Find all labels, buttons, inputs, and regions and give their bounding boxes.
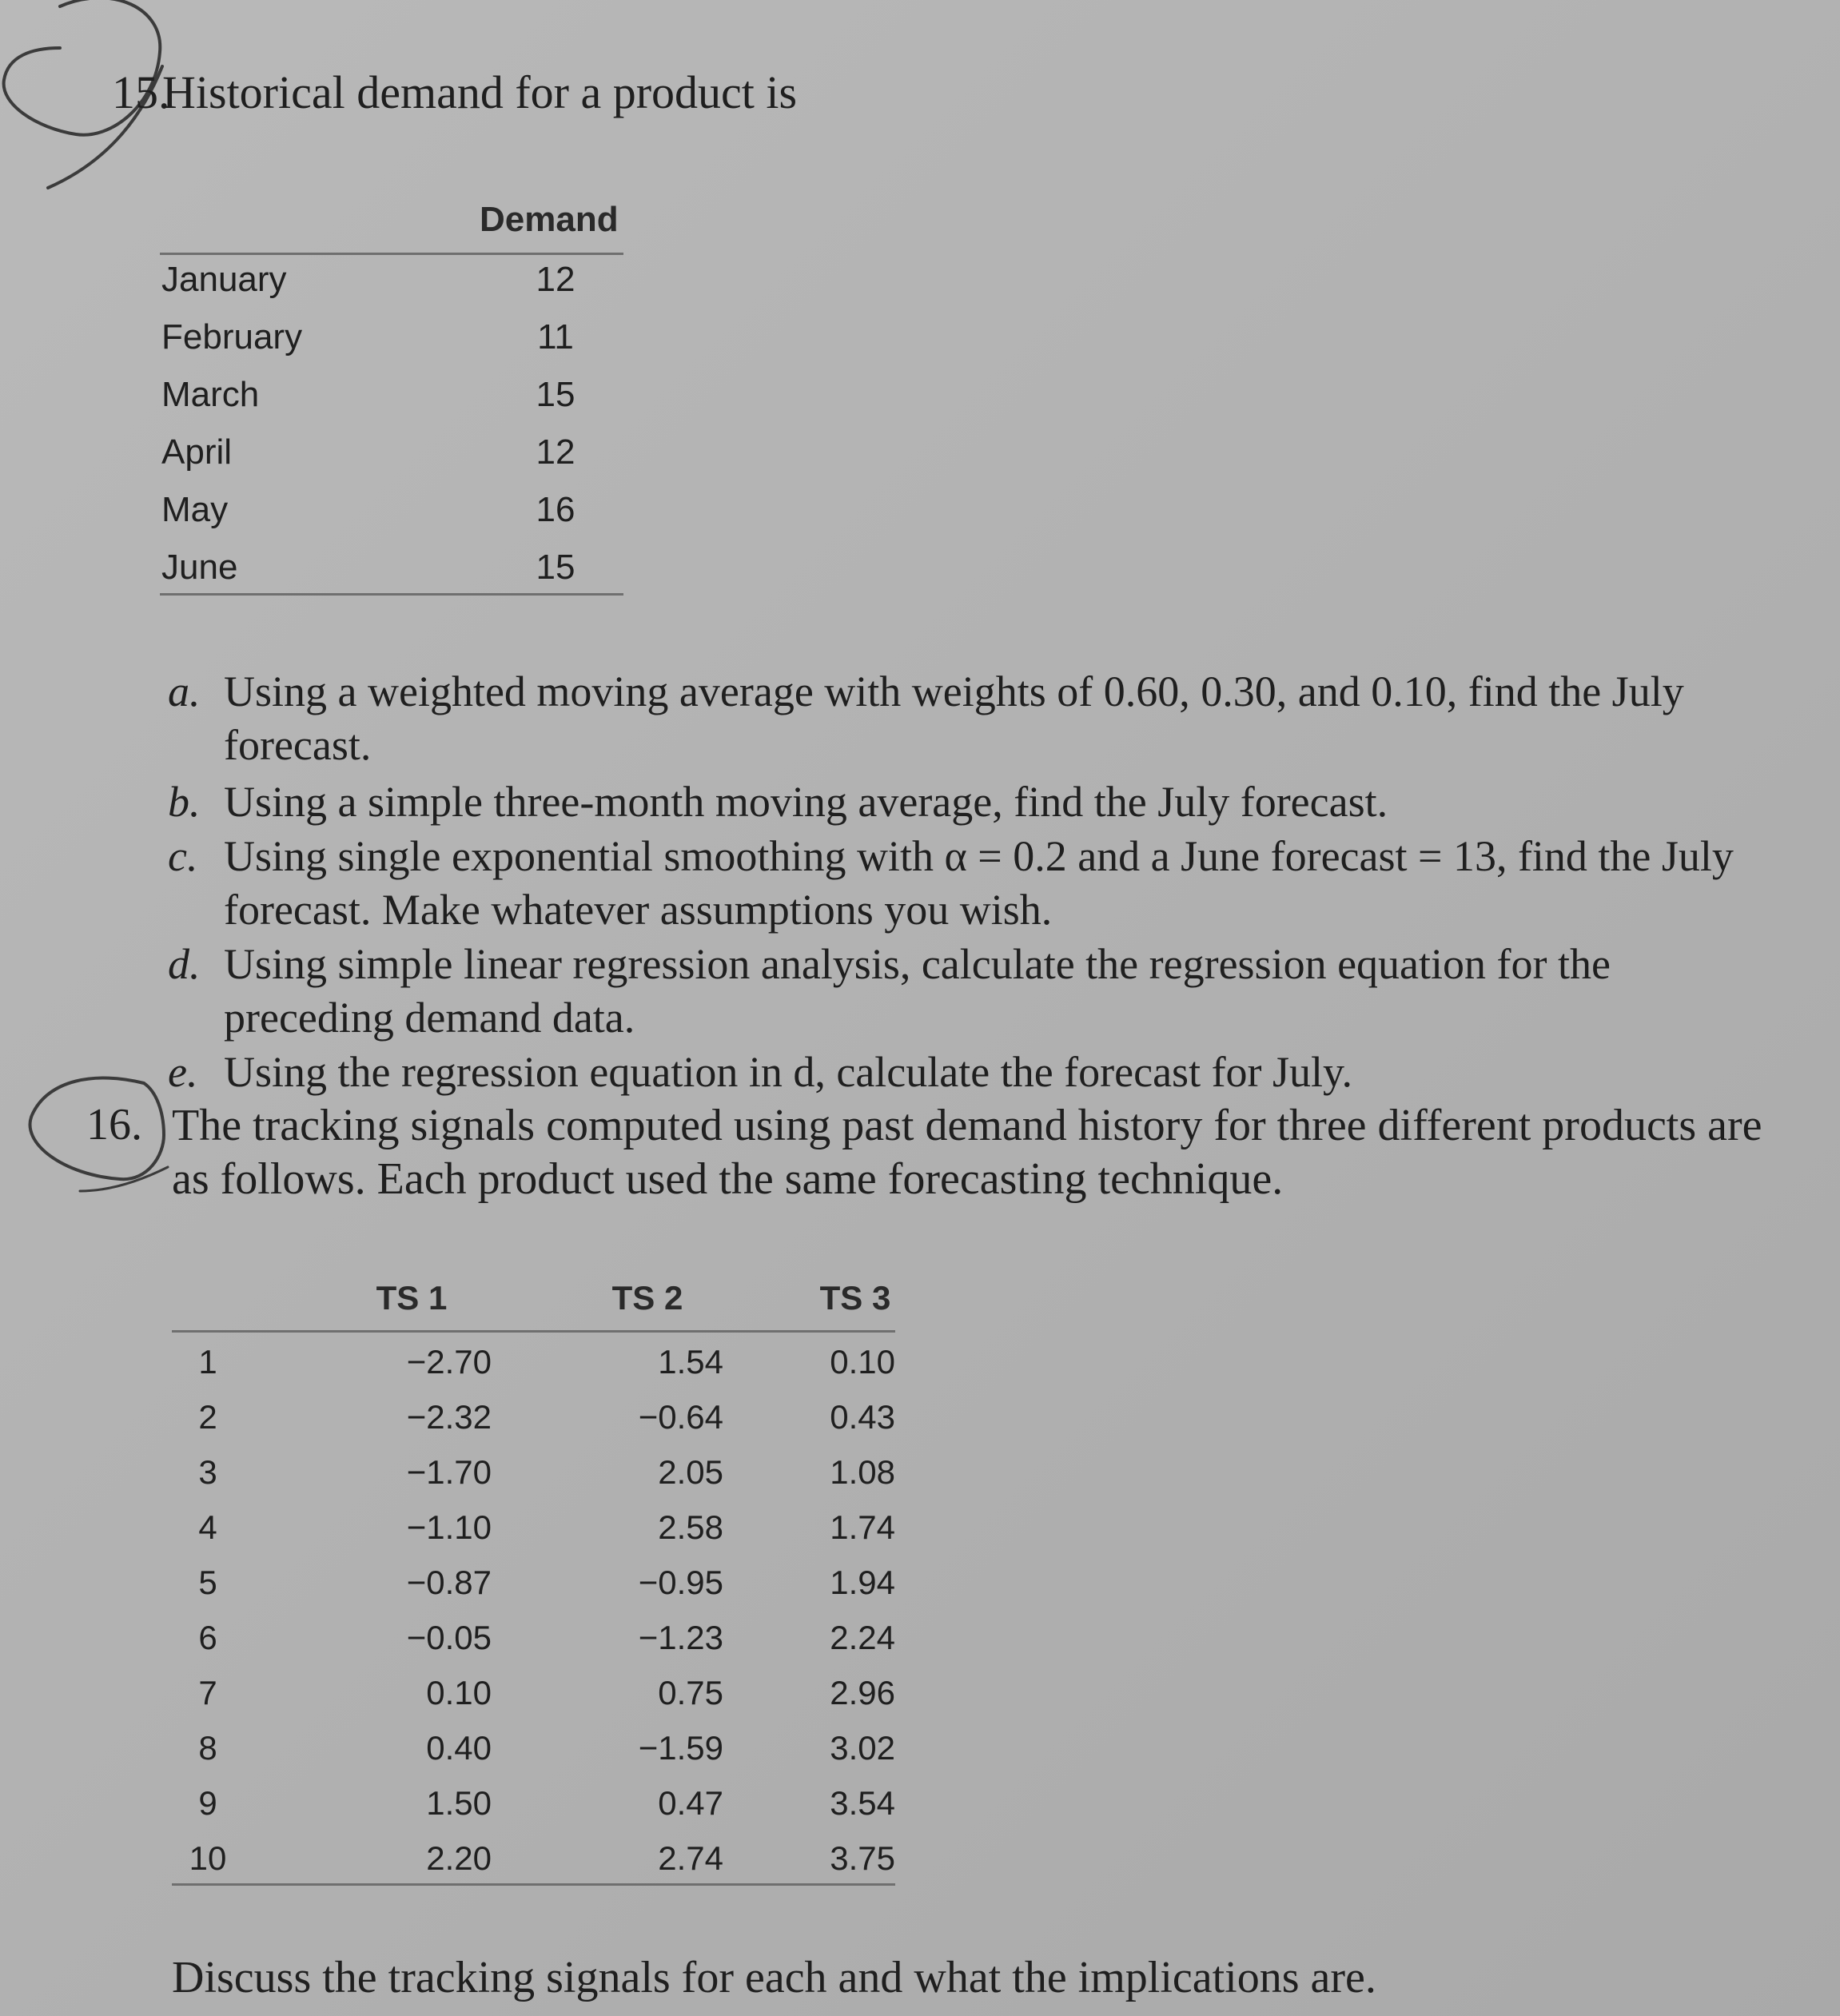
table-row: [160, 317, 623, 365]
ts2-header: TS 2: [611, 1279, 683, 1317]
question-letter: a.: [168, 667, 201, 715]
month-cell: June: [161, 548, 238, 587]
demand-header: Demand: [480, 200, 619, 239]
question-text: Using the regression equation in d, calculate the forecast for July.: [224, 1048, 1353, 1096]
question-text: Using a simple three-month moving average, find the July forecast.: [224, 778, 1388, 826]
period-cell: 9: [198, 1784, 217, 1822]
table-rule-top: [160, 253, 623, 255]
ts3-cell: 3.02: [830, 1729, 895, 1767]
table-rule-bottom: [160, 593, 623, 596]
month-cell: January: [161, 260, 287, 299]
discussion-prompt: Discuss the tracking signals for each and what the implications are.: [172, 1953, 1376, 2002]
ts3-cell: 1.74: [830, 1508, 895, 1546]
ts1-cell: −0.05: [406, 1619, 492, 1656]
table-row: [160, 375, 623, 423]
table-row: [160, 490, 623, 538]
demand-cell: 12: [536, 260, 575, 299]
ts3-cell: 3.54: [830, 1784, 895, 1822]
question-letter: e.: [168, 1048, 198, 1096]
ts1-cell: 0.10: [426, 1674, 492, 1711]
ts3-cell: 1.94: [830, 1564, 895, 1601]
period-cell: 10: [189, 1839, 227, 1877]
table-row: [160, 260, 623, 308]
problem-15-title: Historical demand for a product is: [162, 66, 798, 118]
ts2-cell: −1.59: [638, 1729, 723, 1767]
ts2-cell: 2.05: [658, 1453, 723, 1491]
ts1-cell: 1.50: [426, 1784, 492, 1822]
ts3-cell: 2.24: [830, 1619, 895, 1656]
month-cell: April: [161, 432, 233, 472]
ts1-cell: −2.32: [406, 1398, 492, 1436]
question-text: Using simple linear regression analysis, calculate the regression equation for the preceding demand data.: [224, 940, 1611, 1042]
ts3-cell: 0.43: [830, 1398, 895, 1436]
ts2-cell: −0.95: [638, 1564, 723, 1601]
ts1-cell: −1.70: [406, 1453, 492, 1491]
ts2-cell: −1.23: [638, 1619, 723, 1656]
demand-cell: 12: [536, 432, 575, 472]
ts3-cell: 0.10: [830, 1343, 895, 1381]
demand-cell: 15: [536, 548, 575, 587]
month-cell: May: [161, 490, 229, 529]
period-cell: 4: [198, 1508, 217, 1546]
table-rule-top: [172, 1330, 895, 1333]
question-b: [168, 775, 1774, 829]
ts3-header: TS 3: [819, 1279, 891, 1317]
ts1-cell: 2.20: [426, 1839, 492, 1877]
ts1-header: TS 1: [376, 1279, 448, 1317]
period-cell: 6: [198, 1619, 217, 1656]
question-letter: b.: [168, 778, 201, 826]
period-cell: 1: [198, 1343, 217, 1381]
table-rule-bottom: [172, 1883, 895, 1886]
ts3-cell: 2.96: [830, 1674, 895, 1711]
problem-15-number: 15.: [112, 66, 170, 118]
pen-stroke-16: [80, 1167, 168, 1191]
ts2-cell: 2.74: [658, 1839, 723, 1877]
question-letter: c.: [168, 832, 198, 880]
question-e: [168, 1046, 1774, 1099]
period-cell: 7: [198, 1674, 217, 1711]
ts2-cell: 2.58: [658, 1508, 723, 1546]
ts3-cell: 1.08: [830, 1453, 895, 1491]
question-text: Using a weighted moving average with weights of 0.60, 0.30, and 0.10, find the July forecast.: [224, 667, 1684, 769]
table-row: [160, 432, 623, 480]
ts1-cell: −1.10: [406, 1508, 492, 1546]
question-c: [168, 830, 1774, 937]
ts3-cell: 3.75: [830, 1839, 895, 1877]
question-a: [168, 665, 1774, 772]
problem-16-text: The tracking signals computed using past demand history for three different products are as follows. Each product used the same forecasting technique.: [172, 1101, 1762, 1204]
question-letter: d.: [168, 940, 201, 988]
ts2-cell: 1.54: [658, 1343, 723, 1381]
problem-16-number: 16.: [86, 1100, 142, 1149]
month-cell: February: [161, 317, 303, 357]
ts2-cell: −0.64: [638, 1398, 723, 1436]
question-d: [168, 938, 1774, 1045]
ts1-cell: −0.87: [406, 1564, 492, 1601]
period-cell: 3: [198, 1453, 217, 1491]
demand-cell: 16: [536, 490, 575, 529]
ts1-cell: 0.40: [426, 1729, 492, 1767]
question-text: Using single exponential smoothing with α = 0.2 and a June forecast = 13, find the July forecast. Make whatever assumptions you wish.: [224, 832, 1734, 934]
demand-cell: 15: [536, 375, 575, 414]
ts2-cell: 0.75: [658, 1674, 723, 1711]
period-cell: 2: [198, 1398, 217, 1436]
period-cell: 8: [198, 1729, 217, 1767]
ts1-cell: −2.70: [406, 1343, 492, 1381]
period-cell: 5: [198, 1564, 217, 1601]
demand-cell: 11: [537, 317, 574, 357]
table-row: [160, 548, 623, 596]
ts2-cell: 0.47: [658, 1784, 723, 1822]
month-cell: March: [161, 375, 260, 414]
